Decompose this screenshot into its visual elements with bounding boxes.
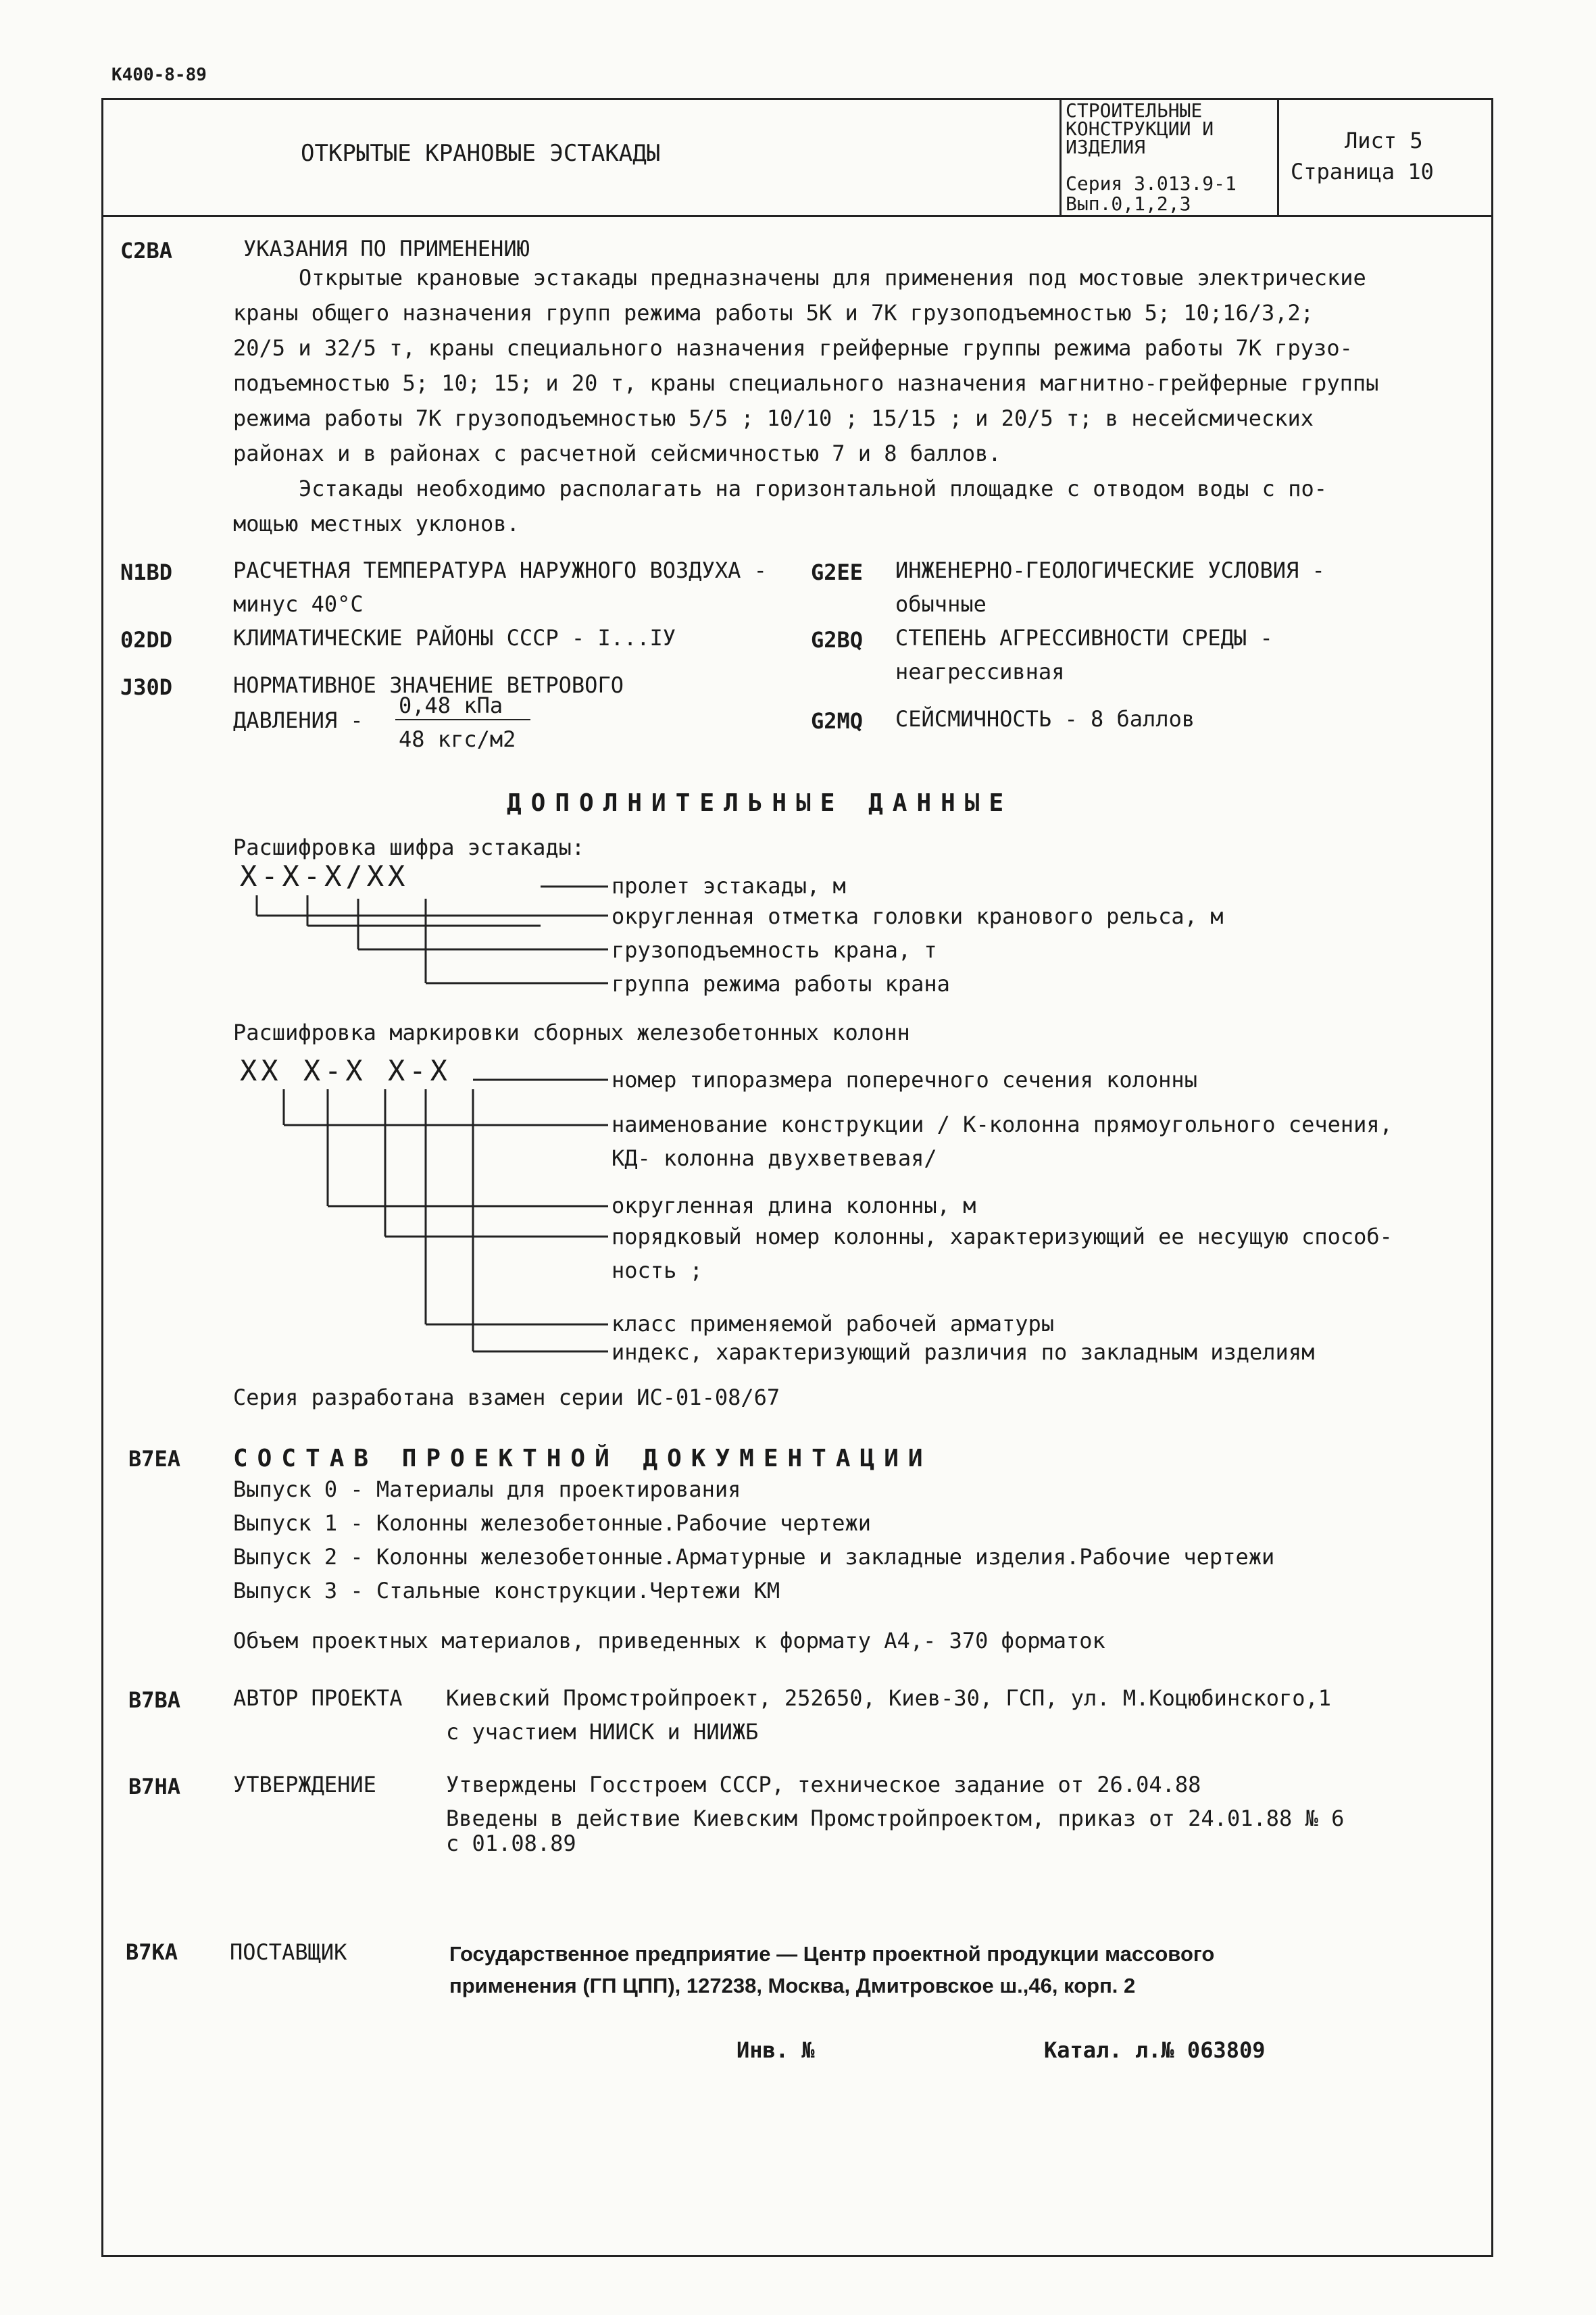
wind-label-1: НОРМАТИВНОЕ ЗНАЧЕНИЕ ВЕТРОВОГО xyxy=(233,672,624,698)
seism-code: G2MQ xyxy=(811,708,864,734)
author-line-2: с участием НИИСК и НИИЖБ xyxy=(446,1719,759,1745)
author-code: В7ВА xyxy=(128,1687,181,1713)
composition-item: Выпуск 3 - Стальные конструкции.Чертежи КМ xyxy=(233,1578,780,1603)
marking-item: наименование конструкции / К-колонна прямоугольного сечения, xyxy=(612,1112,1393,1137)
approval-line-3: с 01.08.89 xyxy=(446,1831,576,1856)
temp-value: минус 40°С xyxy=(233,591,364,617)
climate-label: КЛИМАТИЧЕСКИЕ РАЙОНЫ СССР - I...IУ xyxy=(233,625,676,651)
usage-code: С2ВА xyxy=(120,238,173,264)
header-sheet: Лист 5 xyxy=(1345,128,1423,153)
approval-line-2: Введены в действие Киевским Промстройпроектом, приказ от 24.01.88 № 6 xyxy=(446,1806,1345,1831)
usage-p2-line: Эстакады необходимо располагать на горизонтальной площадке с отводом воды с по- xyxy=(299,476,1327,501)
marking-code: ХХ Х-Х Х-Х xyxy=(240,1054,451,1087)
wind-value-1: 0,48 кПа xyxy=(399,693,503,718)
cipher-code: Х-Х-Х/ХХ xyxy=(240,860,409,893)
composition-item: Выпуск 0 - Материалы для проектирования xyxy=(233,1476,741,1502)
aggr-label: СТЕПЕНЬ АГРЕССИВНОСТИ СРЕДЫ - xyxy=(895,625,1273,651)
additional-heading: ДОПОЛНИТЕЛЬНЫЕ ДАННЫЕ xyxy=(507,789,1014,817)
geo-label: ИНЖЕНЕРНО-ГЕОЛОГИЧЕСКИЕ УСЛОВИЯ - xyxy=(895,557,1325,583)
cipher-item: грузоподъемность крана, т xyxy=(612,937,937,963)
composition-item: Выпуск 2 - Колонны железобетонные.Арматурные и закладные изделия.Рабочие чертежи xyxy=(233,1544,1275,1570)
cipher-title: Расшифровка шифра эстакады: xyxy=(233,835,585,860)
usage-p2-line: мощью местных уклонов. xyxy=(233,511,520,537)
usage-p1-line: районах и в районах с расчетной сейсмичностью 7 и 8 баллов. xyxy=(233,441,1001,466)
marking-item: порядковый номер колонны, характеризующий ее несущую способ- xyxy=(612,1224,1393,1249)
composition-volume: Объем проектных материалов, приведенных к формату А4,- 370 форматок xyxy=(233,1628,1105,1653)
marking-item: номер типоразмера поперечного сечения колонны xyxy=(612,1067,1197,1093)
temp-label: РАСЧЕТНАЯ ТЕМПЕРАТУРА НАРУЖНОГО ВОЗДУХА - xyxy=(233,557,767,583)
usage-p1-line: 20/5 и 32/5 т, краны специального назначения грейферные группы режима работы 7К грузо- xyxy=(233,335,1353,361)
header-page: Страница 10 xyxy=(1291,159,1434,184)
header-category-3: ИЗДЕЛИЯ xyxy=(1066,136,1146,158)
header-issue: Вып.0,1,2,3 xyxy=(1066,193,1191,215)
replaces-note: Серия разработана взамен серии ИС-01-08/67 xyxy=(233,1385,780,1410)
geo-value: обычные xyxy=(895,591,987,617)
temp-code: N1BD xyxy=(120,559,173,585)
aggr-value: неагрессивная xyxy=(895,659,1065,684)
header-category-1: СТРОИТЕЛЬНЫЕ xyxy=(1066,99,1203,122)
marking-item: ность ; xyxy=(612,1258,703,1283)
cipher-item: округленная отметка головки кранового рельса, м xyxy=(612,903,1224,929)
wind-code: J30D xyxy=(120,674,173,700)
cipher-item: группа режима работы крана xyxy=(612,971,950,997)
composition-item: Выпуск 1 - Колонны железобетонные.Рабочие чертежи xyxy=(233,1510,872,1536)
supplier-code: В7КА xyxy=(126,1939,178,1965)
supplier-label: ПОСТАВЩИК xyxy=(230,1939,347,1965)
supplier-line-2: применения (ГП ЦПП), 127238, Москва, Дмитровское ш.,46, корп. 2 xyxy=(449,1974,1136,1997)
usage-p1-line: режима работы 7К грузоподъемностью 5/5 ; 10/10 ; 15/15 ; и 20/5 т; в несейсмических xyxy=(233,405,1314,431)
usage-heading: УКАЗАНИЯ ПО ПРИМЕНЕНИЮ xyxy=(243,236,530,262)
author-label: АВТОР ПРОЕКТА xyxy=(233,1685,403,1711)
author-line-1: Киевский Промстройпроект, 252650, Киев-30, ГСП, ул. М.Коцюбинского,1 xyxy=(446,1685,1332,1711)
usage-p1-line: краны общего назначения групп режима работы 5К и 7К грузоподъемностью 5; 10;16/3,2; xyxy=(233,300,1314,326)
approval-code: В7НА xyxy=(128,1774,181,1799)
wind-value-2: 48 кгс/м2 xyxy=(399,726,516,752)
marking-title: Расшифровка маркировки сборных железобетонных колонн xyxy=(233,1020,910,1045)
marking-item: индекс, характеризующий различия по закладным изделиям xyxy=(612,1339,1315,1365)
header-category-2: КОНСТРУКЦИИ И xyxy=(1066,118,1214,140)
composition-code: В7ЕА xyxy=(128,1446,181,1472)
wind-label-2: ДАВЛЕНИЯ - xyxy=(233,707,364,733)
geo-code: G2EE xyxy=(811,559,864,585)
approval-line-1: Утверждены Госстроем СССР, техническое задание от 26.04.88 xyxy=(446,1772,1201,1797)
header-title: ОТКРЫТЫЕ КРАНОВЫЕ ЭСТАКАДЫ xyxy=(301,140,661,167)
marking-item: КД- колонна двухветвевая/ xyxy=(612,1145,937,1171)
usage-p1-line: Открытые крановые эстакады предназначены для применения под мостовые электрические xyxy=(299,265,1366,291)
composition-heading: СОСТАВ ПРОЕКТНОЙ ДОКУМЕНТАЦИИ xyxy=(233,1445,932,1472)
inventory-number: Инв. № xyxy=(737,2037,815,2063)
header-series: Серия 3.013.9-1 xyxy=(1066,172,1237,195)
usage-p1-line: подъемностью 5; 10; 15; и 20 т, краны специального назначения магнитно-грейферные группы xyxy=(233,370,1379,396)
approval-label: УТВЕРЖДЕНИЕ xyxy=(233,1772,376,1797)
seism-label: СЕЙСМИЧНОСТЬ - 8 баллов xyxy=(895,706,1195,732)
climate-code: 02DD xyxy=(120,627,173,653)
cipher-item: пролет эстакады, м xyxy=(612,873,846,899)
marking-item: класс применяемой рабочей арматуры xyxy=(612,1311,1055,1337)
catalogue-sheet: Катал. л.№ 063809 xyxy=(1044,2037,1266,2063)
marking-item: округленная длина колонны, м xyxy=(612,1193,976,1218)
supplier-line-1: Государственное предприятие — Центр проектной продукции массового xyxy=(449,1942,1215,1966)
doc-code: К400-8-89 xyxy=(111,65,207,85)
aggr-code: G2BQ xyxy=(811,627,864,653)
